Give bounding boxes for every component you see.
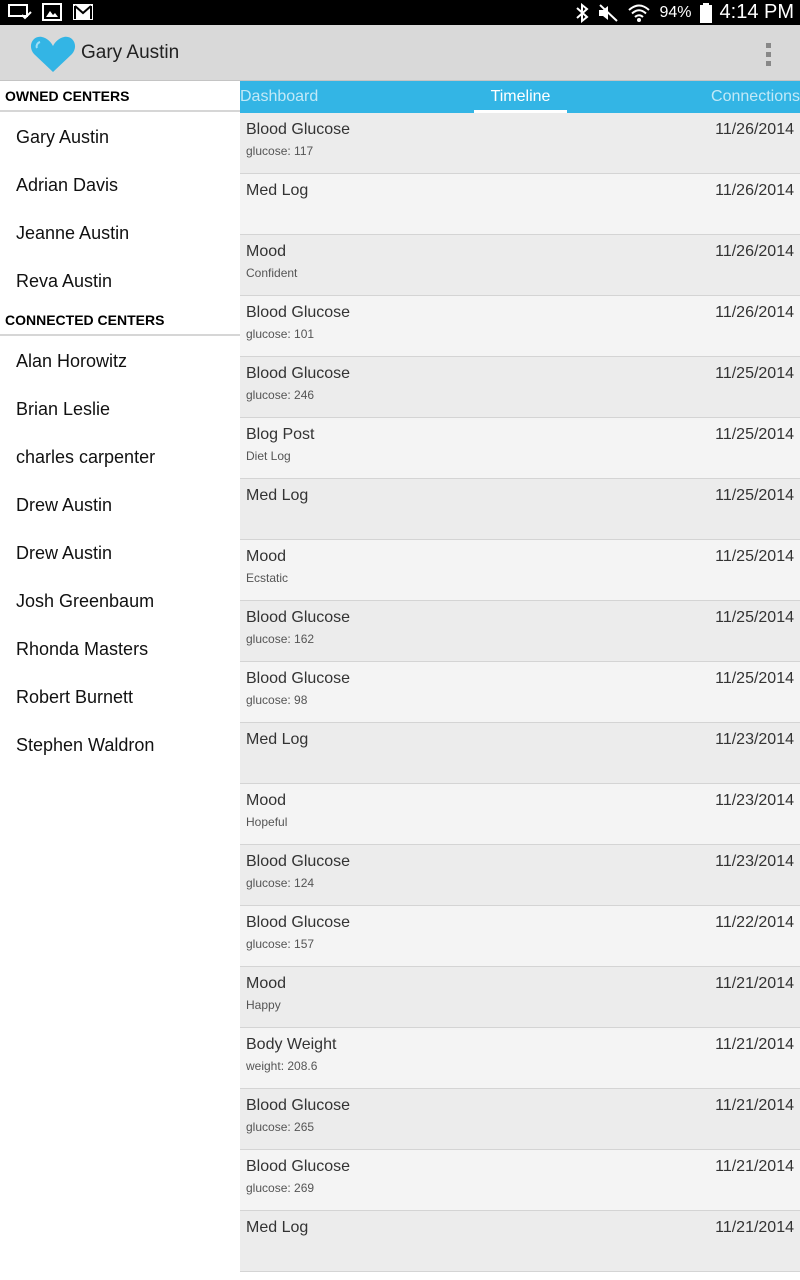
owned-center-item[interactable]: Gary Austin: [16, 127, 110, 147]
connected-center-item[interactable]: Drew Austin: [16, 495, 113, 515]
download-done-icon: [8, 3, 32, 21]
timeline-row[interactable]: [240, 357, 800, 418]
owned-center-item[interactable]: Jeanne Austin: [16, 223, 130, 243]
timeline-entry-date: 11/21/2014: [715, 1036, 794, 1053]
timeline-entry-detail: Confident: [246, 266, 298, 280]
connected-centers-list: [0, 336, 240, 769]
timeline-entry-date: 11/21/2014: [715, 1097, 794, 1114]
timeline-row[interactable]: [240, 1150, 800, 1211]
timeline-entry-detail: glucose: 162: [246, 632, 315, 646]
clock: 4:14 PM: [719, 1, 794, 23]
timeline-entry-date: 11/26/2014: [715, 182, 794, 199]
timeline-row[interactable]: [240, 906, 800, 967]
timeline-entry-detail: glucose: 124: [246, 876, 315, 890]
tab-dashboard[interactable]: Dashboard: [240, 88, 319, 105]
timeline-entry-title: Blood Glucose: [246, 121, 351, 138]
timeline-entry-title: Blood Glucose: [246, 365, 351, 382]
timeline-entry-title: Mood: [246, 548, 287, 565]
timeline-entry-detail: Hopeful: [246, 815, 288, 829]
timeline-entry-title: Mood: [246, 243, 287, 260]
timeline-entry-title: Mood: [246, 792, 287, 809]
timeline-entry-detail: glucose: 101: [246, 327, 315, 341]
overflow-dot: [766, 43, 771, 48]
timeline-entry-date: 11/25/2014: [715, 487, 794, 504]
tab-connections[interactable]: Connections: [711, 88, 800, 105]
timeline-row[interactable]: [240, 235, 800, 296]
timeline-entry-title: Blood Glucose: [246, 914, 351, 931]
connected-center-item[interactable]: Alan Horowitz: [16, 351, 128, 371]
timeline-entry-detail: glucose: 265: [246, 1120, 315, 1134]
timeline-row[interactable]: [240, 1211, 800, 1272]
timeline-row[interactable]: [240, 662, 800, 723]
owned-centers-header: OWNED CENTERS: [0, 81, 240, 112]
timeline-entry-detail: Diet Log: [246, 449, 291, 463]
action-bar: [0, 25, 800, 81]
timeline-entry-title: Blood Glucose: [246, 670, 351, 687]
timeline-entry-date: 11/25/2014: [715, 365, 794, 382]
timeline-entry-title: Mood: [246, 975, 287, 992]
timeline-entry-detail: glucose: 157: [246, 937, 315, 951]
connected-center-item[interactable]: Rhonda Masters: [16, 639, 149, 659]
timeline-row[interactable]: [240, 540, 800, 601]
timeline-row[interactable]: [240, 479, 800, 540]
timeline-entry-date: 11/26/2014: [715, 121, 794, 138]
timeline-entry-title: Blog Post: [246, 426, 315, 443]
timeline-row[interactable]: [240, 1089, 800, 1150]
timeline-entry-date: 11/21/2014: [715, 975, 794, 992]
timeline-row[interactable]: [240, 784, 800, 845]
connected-centers-header: CONNECTED CENTERS: [0, 305, 240, 336]
timeline-entry-title: Med Log: [246, 182, 309, 199]
system-icons: [575, 0, 794, 25]
timeline-entry-date: 11/23/2014: [715, 792, 794, 809]
timeline-row[interactable]: [240, 296, 800, 357]
timeline-row[interactable]: [240, 967, 800, 1028]
status-bar: [0, 0, 800, 25]
timeline-entry-title: Body Weight: [246, 1036, 337, 1053]
connected-center-item[interactable]: Drew Austin: [16, 543, 113, 563]
timeline-row[interactable]: [240, 113, 800, 174]
image-icon: [42, 3, 62, 21]
timeline-entry-date: 11/25/2014: [715, 670, 794, 687]
tab-timeline[interactable]: Timeline: [474, 81, 567, 113]
timeline-row[interactable]: [240, 1028, 800, 1089]
battery-icon: [700, 3, 712, 23]
timeline-entry-title: Blood Glucose: [246, 609, 351, 626]
timeline-entry-detail: Ecstatic: [246, 571, 289, 585]
timeline-entry-date: 11/25/2014: [715, 548, 794, 565]
timeline-entry-detail: glucose: 246: [246, 388, 315, 402]
timeline-row[interactable]: [240, 174, 800, 235]
timeline-entry-date: 11/26/2014: [715, 243, 794, 260]
owned-center-item[interactable]: Adrian Davis: [16, 175, 119, 195]
timeline-entry-detail: glucose: 98: [246, 693, 308, 707]
gmail-icon: [72, 3, 94, 21]
heart-icon[interactable]: [30, 34, 76, 74]
timeline-entry-date: 11/21/2014: [715, 1219, 794, 1236]
content-pane: [240, 81, 800, 1280]
timeline-list: [240, 113, 800, 1272]
mute-icon: [597, 3, 619, 23]
timeline-entry-title: Blood Glucose: [246, 304, 351, 321]
overflow-dot: [766, 61, 771, 66]
app-title: Gary Austin: [81, 42, 180, 63]
overflow-dot: [766, 52, 771, 57]
owned-center-item[interactable]: Reva Austin: [16, 271, 113, 291]
timeline-entry-date: 11/25/2014: [715, 609, 794, 626]
timeline-entry-title: Med Log: [246, 487, 309, 504]
wifi-icon: [627, 3, 651, 23]
timeline-row[interactable]: [240, 723, 800, 784]
overflow-menu-button[interactable]: [754, 39, 782, 69]
connected-center-item[interactable]: Stephen Waldron: [16, 735, 155, 755]
timeline-entry-detail: glucose: 117: [246, 144, 314, 158]
timeline-row[interactable]: [240, 418, 800, 479]
timeline-entry-title: Med Log: [246, 731, 309, 748]
timeline-entry-detail: Happy: [246, 998, 281, 1012]
timeline-entry-date: 11/26/2014: [715, 304, 794, 321]
timeline-entry-title: Med Log: [246, 1219, 309, 1236]
connected-center-item[interactable]: Josh Greenbaum: [16, 591, 155, 611]
connected-center-item[interactable]: Brian Leslie: [16, 399, 111, 419]
timeline-entry-date: 11/23/2014: [715, 731, 794, 748]
centers-drawer: [0, 81, 240, 1280]
connected-center-item[interactable]: charles carpenter: [16, 447, 156, 467]
notification-icons: [8, 3, 94, 21]
connected-center-item[interactable]: Robert Burnett: [16, 687, 134, 707]
timeline-entry-title: Blood Glucose: [246, 1097, 351, 1114]
timeline-entry-date: 11/21/2014: [715, 1158, 794, 1175]
tab-bar: [240, 81, 800, 113]
timeline-entry-date: 11/23/2014: [715, 853, 794, 870]
timeline-entry-detail: weight: 208.6: [246, 1059, 318, 1073]
timeline-entry-title: Blood Glucose: [246, 853, 351, 870]
bluetooth-icon: [575, 3, 589, 23]
timeline-entry-date: 11/25/2014: [715, 426, 794, 443]
timeline-row[interactable]: [240, 845, 800, 906]
timeline-entry-detail: glucose: 269: [246, 1181, 315, 1195]
owned-centers-list: [0, 112, 240, 305]
timeline-entry-title: Blood Glucose: [246, 1158, 351, 1175]
timeline-entry-date: 11/22/2014: [715, 914, 794, 931]
battery-percent: 94%: [659, 3, 692, 21]
timeline-row[interactable]: [240, 601, 800, 662]
